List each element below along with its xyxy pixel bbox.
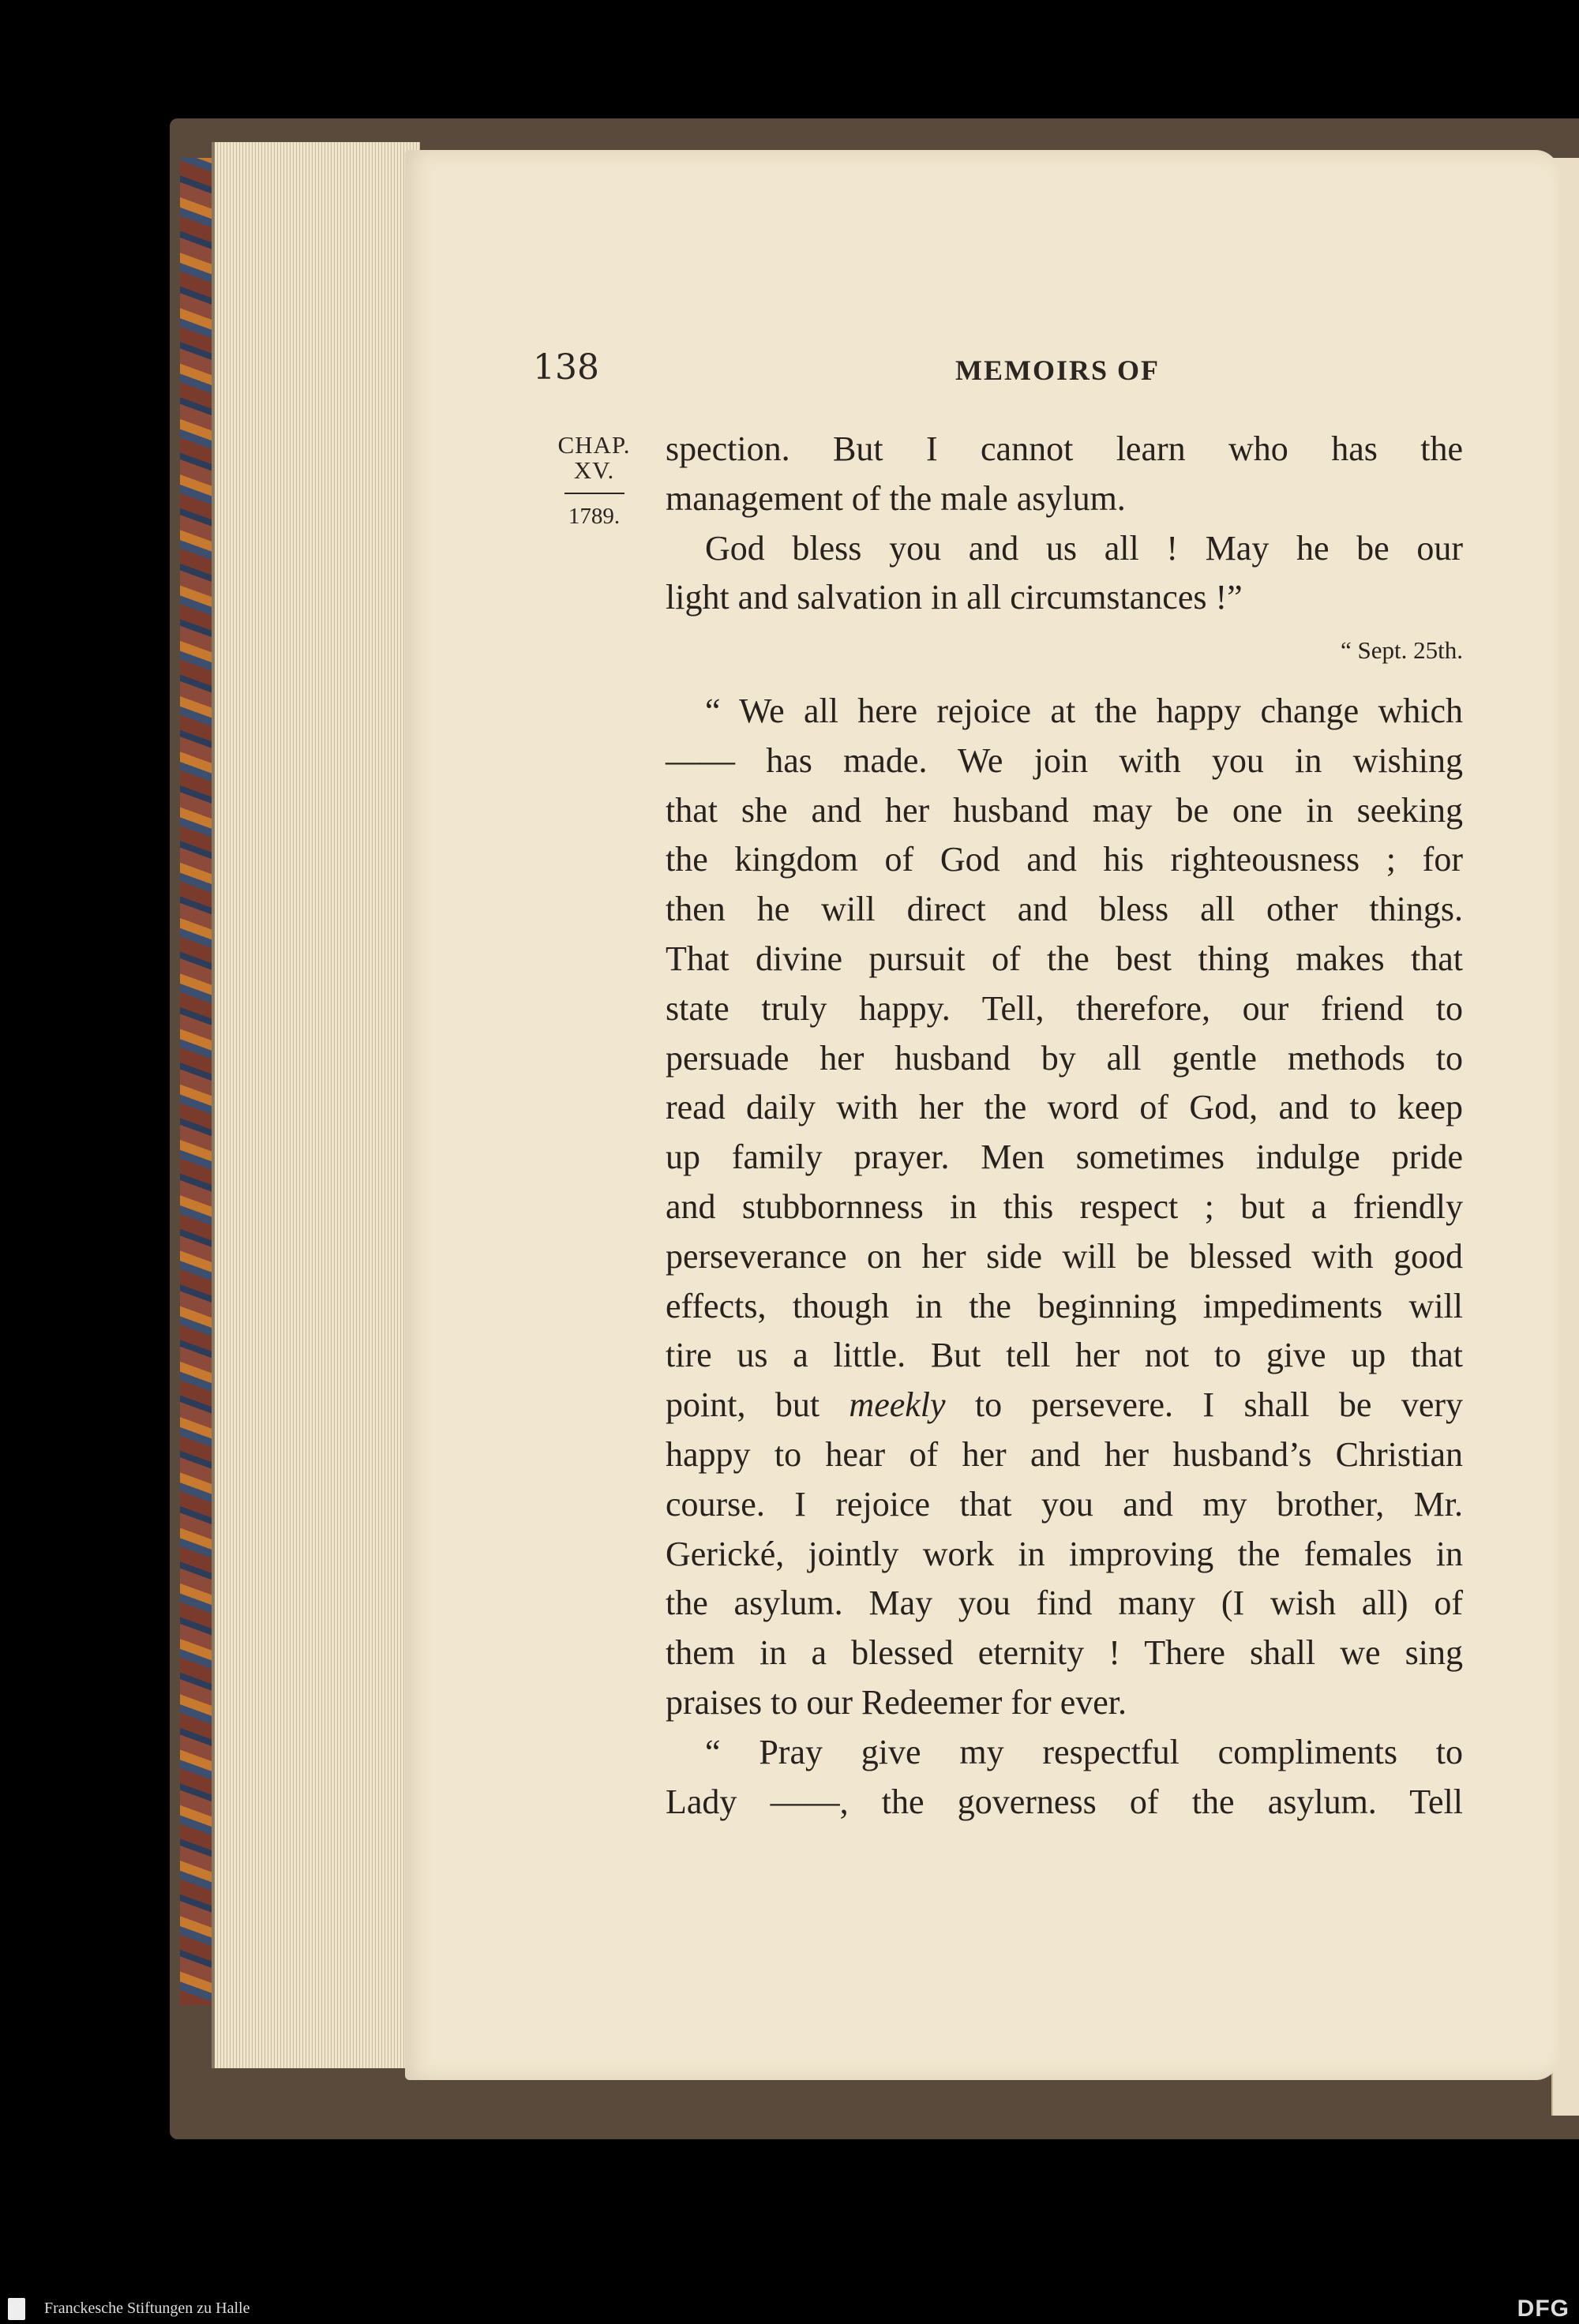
margin-note: [545, 433, 643, 530]
text-line: “ We all here rejoice at the happy change which: [705, 691, 1463, 730]
institution-logo-icon: [8, 2298, 25, 2320]
institution-name: Franckesche Stiftungen zu Halle: [44, 2300, 250, 2317]
page-number: 138: [533, 347, 599, 388]
chapter-number: XV.: [573, 456, 615, 484]
text-line: read daily with her the word of God, and to keep: [666, 1088, 1463, 1127]
text-line: management of the male asylum.: [666, 478, 1126, 518]
letter-dateline: “ Sept. 25th.: [1341, 636, 1463, 665]
chapter-label: CHAP.: [557, 431, 631, 459]
text-line: —— has made. We join with you in wishing: [666, 740, 1463, 780]
text-fragment: to persevere. I shall be very: [945, 1385, 1463, 1425]
text-line: praises to our Redeemer for ever.: [666, 1682, 1127, 1722]
text-line: Gerické, jointly work in improving the females in: [666, 1534, 1463, 1573]
text-line: and stubbornness in this respect ; but a friendly: [666, 1186, 1463, 1226]
text-line: the asylum. May you find many (I wish all) of: [666, 1584, 1463, 1623]
body-text: [666, 425, 1463, 1827]
text-fragment: point, but: [666, 1385, 850, 1425]
page-stack-edge: [212, 142, 420, 2068]
text-line: light and salvation in all circumstances !”: [666, 578, 1243, 617]
text-line: persuade her husband by all gentle methods to: [666, 1038, 1463, 1078]
text-line: that she and her husband may be one in seeking: [666, 790, 1463, 830]
text-line: spection. But I cannot learn who has the: [666, 429, 1463, 468]
marbled-edge: [180, 158, 212, 2005]
text-line: “ Pray give my respectful compliments to: [705, 1732, 1463, 1771]
text-line: That divine pursuit of the best thing makes that: [666, 939, 1463, 978]
text-line: them in a blessed eternity ! There shall we sing: [666, 1633, 1463, 1673]
text-line: the kingdom of God and his righteousness ; for: [666, 840, 1463, 879]
text-line: Lady ——, the governess of the asylum. Tell: [666, 1782, 1463, 1821]
text-line: course. I rejoice that you and my brother, Mr.: [666, 1484, 1463, 1524]
text-line: then he will direct and bless all other things.: [666, 890, 1463, 929]
margin-rule: [564, 493, 624, 494]
text-line: state truly happy. Tell, therefore, our friend to: [666, 988, 1463, 1028]
running-title: MEMOIRS OF: [955, 354, 1160, 386]
text-line-meekly: [666, 1381, 1463, 1430]
text-line: effects, though in the beginning impediments will: [666, 1286, 1463, 1325]
dfg-logo: DFG: [1517, 2296, 1570, 2322]
margin-year: 1789.: [568, 504, 621, 529]
italic-word: meekly: [849, 1385, 946, 1425]
text-line: happy to hear of her and her husband’s Christian: [666, 1434, 1463, 1474]
footer-bar: [0, 2293, 1579, 2324]
text-line: up family prayer. Men sometimes indulge pride: [666, 1138, 1463, 1177]
text-line: perseverance on her side will be blessed with good: [666, 1236, 1463, 1276]
text-line: God bless you and us all ! May he be our: [705, 528, 1463, 568]
text-line: tire us a little. But tell her not to give up that: [666, 1336, 1463, 1375]
